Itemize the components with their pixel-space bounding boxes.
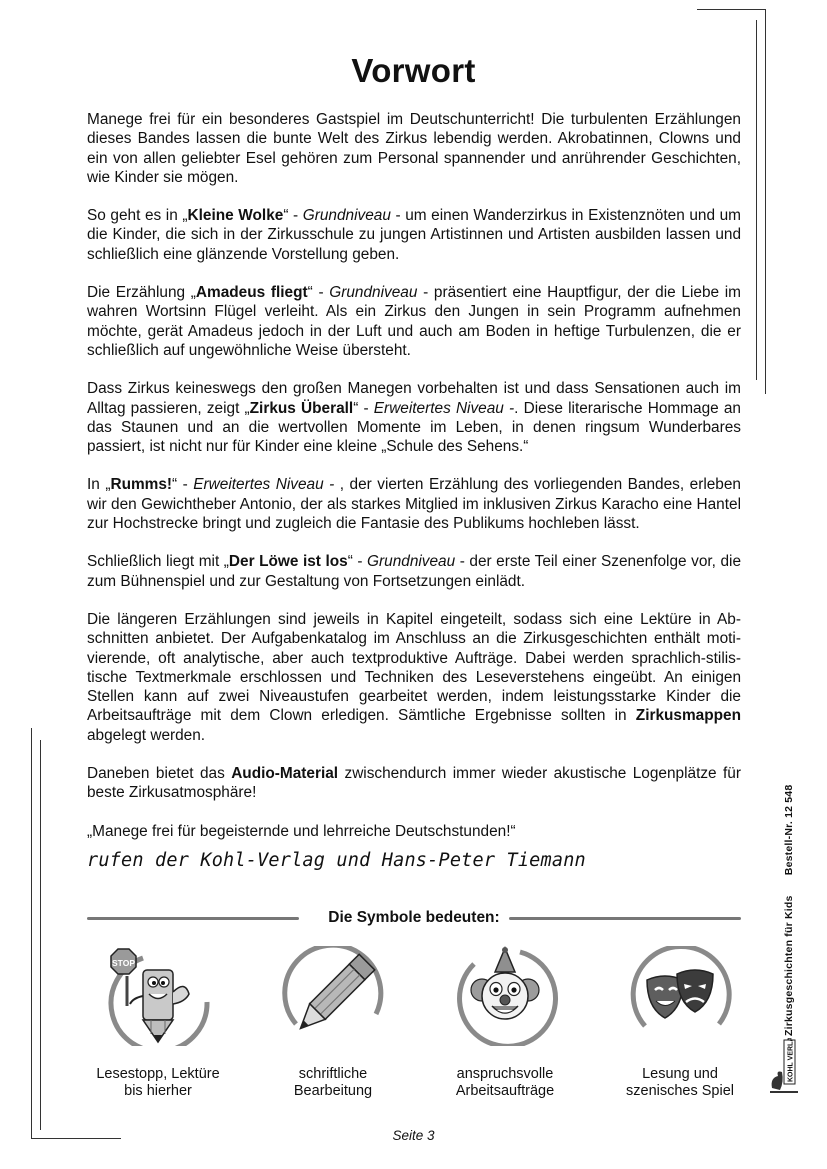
bold-text: Zirkusmappen (635, 707, 741, 725)
paragraph-text: - um einen Wanderzirkus in Existenznöten und um die Kinder, die sich in der Zirkusschule zu jungen Artistinnen und Artisten ausbilden lassen und schließlich eine glänzende Vorstellung geben. (87, 207, 741, 263)
clown-icon (450, 946, 560, 1046)
paragraph-text: “ - (307, 284, 330, 302)
kohl-verlag-logo-icon (768, 1038, 804, 1094)
italic-text: Grundniveau (367, 553, 456, 571)
paragraph-text: Dass Zirkus keineswegs den großen Manegen vorbehalten ist und dass Sensationen auch im Alltag passieren, zeigt „ (87, 380, 741, 417)
paragraph-text: Die längeren Erzählungen sind jeweils in Kapitel eingeteilt, sodass sich eine Lektüre in Abschnitten anbietet. Der Aufgabenkatalog im Anschluss an die Zirkusgeschichten enthält motivierende, oft analytische, aber auch textproduktive Aufträge. Dabei werden sprachlich-stilistische Textmerkmale erschlossen und Techniken des Leseverstehens eingeübt. An einigen Stellen kann auf zwei Niveaustufen gearbeitet werden, indem leistungsstarke Kinder die Arbeitsaufträge mit dem Clown erledigen. Sämtliche Ergebnisse sollten in (87, 610, 741, 725)
paragraph-text: Schließlich liegt mit „ (87, 553, 229, 571)
sidebar-vertical-text (783, 785, 795, 1036)
symbol-lesung-szenisches-spiel (590, 946, 770, 1100)
paragraph-text: Daneben bietet das (87, 765, 232, 783)
publisher-logo (768, 1038, 804, 1094)
preface-paragraph (87, 764, 741, 803)
bold-text: Rumms! (110, 476, 173, 494)
paragraph-text: In „ (87, 476, 111, 494)
paragraph-text: abgelegt werden. (87, 726, 206, 744)
symbol-lesung-szenisches-spiel-caption (590, 1066, 770, 1100)
preface-paragraph (87, 610, 741, 745)
order-number: Bestell-Nr. 12 548 (783, 784, 795, 876)
stop-sign-text: STOP (112, 958, 135, 968)
symbol-schriftliche-bearbeitung-caption (243, 1066, 423, 1100)
paragraph-text: So geht es in „ (87, 207, 188, 225)
preface-paragraph (87, 206, 741, 264)
caption-line-2: szenisches Spiel (626, 1083, 734, 1099)
pencil-icon (278, 946, 388, 1046)
bold-text: Audio-Material (231, 765, 339, 783)
symbol-anspruchsvolle-arbeitsauftraege-caption (415, 1066, 595, 1100)
caption-line-2: Arbeitsaufträge (455, 1083, 555, 1099)
symbols-heading: Die Symbole bedeuten: (328, 909, 500, 926)
paragraph-text: , der vierten Erzählung des vorliegenden Bandes, erleben wir den Gewichtheber Antonio, der als starkes Mitglied im inklusiven Zirkus Karacho eine Hantel zur Hochstrecke bringt und zugleich die Fantasie des Publikums hochleben lässt. (87, 476, 741, 533)
bold-text: Kleine Wolke (187, 207, 284, 225)
paragraph-text: - präsentiert eine Hauptfigur, der die Liebe im wahren Wortsinn Flügel verleiht. Als ein Zirkus den Jungen in sein Programm aufnehmen möchte, gerät Amadeus jedoch in der Luft und auch am Boden in heftige Turbulenzen, die er schließlich auf ungewöhnliche Weise übersteht. (87, 284, 741, 359)
theater-masks-icon (625, 946, 735, 1046)
paragraph-text: “ - (283, 207, 303, 225)
preface-paragraph (87, 283, 741, 360)
paragraph-text: - der erste Teil einer Szenenfolge vor, die zum Bühnenspiel und zur Gestaltung von Fortsetzungen einlädt. (87, 553, 742, 590)
preface-paragraph (87, 552, 741, 591)
bold-text: Amadeus fliegt (195, 284, 308, 302)
caption-line-1: Lesung und (642, 1066, 718, 1082)
frame-line-top-right-h (697, 9, 765, 10)
caption-line-2: Bearbeitung (293, 1083, 373, 1099)
preface-paragraph (87, 475, 741, 533)
book-title: Zirkusgeschichten für Kids (783, 895, 795, 1036)
preface-body (87, 110, 741, 870)
paragraph-text: . Diese literarische Hommage an das Staunen und an die wertvollen Momente im Leben, in denen ringsum Wunderbares passiert, ist nicht nur für Kinder eine kleine „Schule des Sehens.“ (87, 399, 741, 456)
symbol-lesestopp-caption (68, 1066, 248, 1100)
paragraph-text: “ - (347, 553, 368, 571)
bold-text: Der Löwe ist los (228, 553, 348, 571)
stop-sign-pencil-icon (103, 946, 213, 1046)
caption-line-1: schriftliche (298, 1066, 368, 1082)
page-title: Vorwort (351, 52, 476, 90)
frame-line-bottom-left-v2 (40, 740, 41, 1130)
paragraph-text: Die Erzählung „ (87, 284, 196, 302)
caption-line-1: anspruchsvolle (456, 1066, 554, 1082)
paragraph-text: „Manege frei für begeisternde und lehrreiche Deutschstunden!“ (87, 822, 516, 840)
bold-text: Zirkus Überall (249, 399, 354, 417)
preface-paragraph (87, 110, 741, 187)
preface-paragraph (87, 379, 741, 456)
page-number: Seite 3 (392, 1128, 435, 1143)
italic-text: Grundniveau (302, 207, 391, 225)
paragraph-text: Manege frei für ein besonderes Gastspiel im Deutschunterricht! Die turbulenten Erzählungen dieses Bandes lassen die bunte Welt des Zirkus lebendig werden. Akrobatinnen, Clowns und ein von allen geliebter Esel gehören zum Personal spannender und anrührender Geschichten, wie Kinder sie mögen. (87, 111, 741, 186)
preface-paragraphs (87, 110, 741, 841)
paragraph-text: zwischendurch immer wieder akustische Logenplätze für beste Zirkusatmosphäre! (87, 765, 741, 802)
paragraph-text: “ - (172, 476, 194, 494)
symbols-legend-header (87, 908, 741, 930)
signature-line: rufen der Kohl-Verlag und Hans-Peter Tiemann (87, 849, 586, 871)
caption-line-1: Lesestopp, Lektüre (96, 1066, 220, 1082)
symbol-anspruchsvolle-arbeitsauftraege (415, 946, 595, 1100)
paragraph-text: “ - (353, 399, 374, 417)
preface-paragraph (87, 822, 741, 841)
italic-text: Erweitertes Niveau - (373, 399, 515, 417)
italic-text: Grundniveau (329, 284, 418, 302)
frame-line-bottom-left-v (31, 728, 32, 1138)
symbol-lesestopp (68, 946, 248, 1100)
caption-line-2: bis hierher (124, 1083, 192, 1099)
publisher-logo-text: KOHL VERLAG (787, 1038, 795, 1082)
symbol-schriftliche-bearbeitung (243, 946, 423, 1100)
italic-text: Erweitertes Niveau - (193, 476, 335, 494)
